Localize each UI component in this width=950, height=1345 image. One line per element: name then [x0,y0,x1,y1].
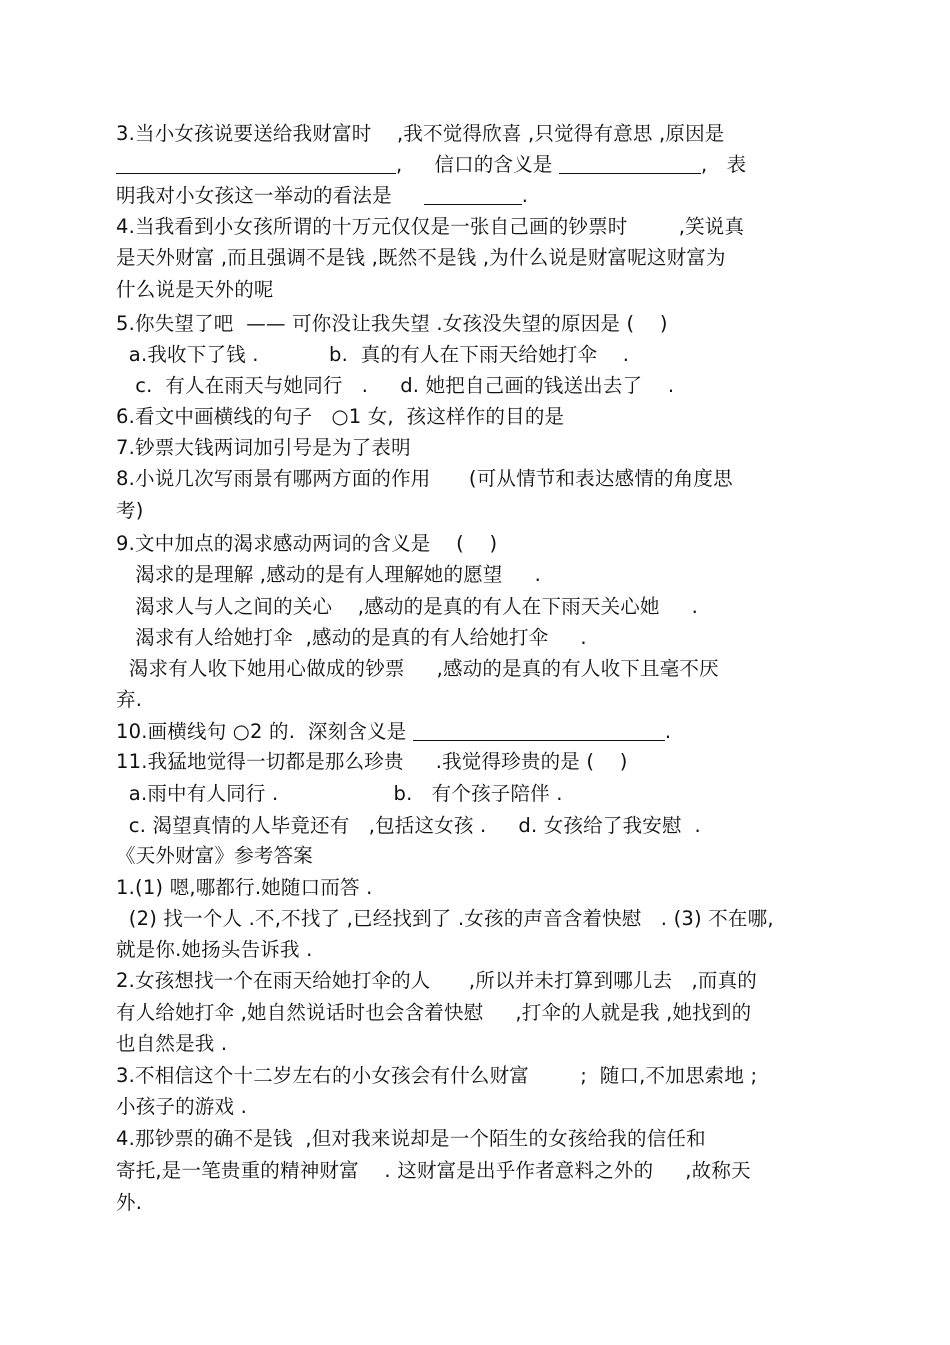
q3-line-2-text-b: , 表 [701,153,747,176]
q5-stem: 5.你失望了吧 —— 可你没让我失望 .女孩没失望的原因是 ( ) [116,312,668,335]
answer-blank[interactable] [116,153,396,174]
answer-4-line-2: 寄托,是一笔贵重的精神财富 . 这财富是出乎作者意料之外的 ,故称天 [116,1159,751,1182]
answer-blank[interactable] [413,720,665,741]
q10-text-b: . [664,720,672,743]
q9-option-3: 渴求有人给她打伞 ,感动的是真的有人给她打伞 . [116,626,587,649]
answer-4-line-1: 4.那钞票的确不是钱 ,但对我来说却是一个陌生的女孩给我的信任和 [116,1127,706,1150]
q8-line-2: 考) [116,499,144,522]
answer-1-line-3: 就是你.她扬头告诉我 . [116,938,313,961]
q8-line-1: 8.小说几次写雨景有哪两方面的作用 (可从情节和表达感情的角度思 [116,467,733,490]
q4-line-1: 4.当我看到小女孩所谓的十万元仅仅是一张自己画的钞票时 ,笑说真 [116,215,745,238]
q6-line: 6.看文中画横线的句子 ○1 女, 孩这样作的目的是 [116,405,565,428]
q9-option-4: 渴求有人收下她用心做成的钞票 ,感动的是真的有人收下且毫不厌 [116,657,719,680]
answer-2-line-3: 也自然是我 . [116,1032,228,1055]
q9-option-1: 渴求的是理解 ,感动的是有人理解她的愿望 . [116,563,541,586]
q4-line-3: 什么说是天外的呢 [116,278,274,301]
answer-2-line-1: 2.女孩想找一个在雨天给她打伞的人 ,所以并未打算到哪儿去 ,而真的 [116,969,757,992]
answer-1-line-1: 1.(1) 嗯,哪都行.她随口而答 . [116,876,373,899]
q3-line-3 [116,183,528,209]
q9-option-4-cont: 弃. [116,688,143,711]
q3-line-3-text-b: . [521,184,529,207]
q9-option-2: 渴求人与人之间的关心 ,感动的是真的有人在下雨天关心她 . [116,595,699,618]
answer-2-line-2: 有人给她打伞 ,她自然说话时也会含着快慰 ,打伞的人就是我 ,她找到的 [116,1001,752,1024]
answer-blank[interactable] [559,153,701,174]
q5-options-ab: a.我收下了钱 . b. 真的有人在下雨天给她打伞 . [116,343,630,366]
q4-line-2: 是天外财富 ,而且强调不是钱 ,既然不是钱 ,为什么说是财富呢这财富为 [116,246,726,269]
answer-key-title: 《天外财富》参考答案 [116,844,314,867]
q3-line-2 [116,152,746,178]
q11-options-ab: a.雨中有人同行 . b. 有个孩子陪伴 . [116,782,563,805]
answer-4-line-3: 外. [116,1191,143,1214]
answer-3-line-2: 小孩子的游戏 . [116,1095,247,1118]
q10-text-a: 10.画横线句 ○2 的. 深刻含义是 [116,720,413,743]
q11-stem: 11.我猛地觉得一切都是那么珍贵 .我觉得珍贵的是 ( ) [116,750,628,773]
q3-line-3-text-a: 明我对小女孩这一举动的看法是 [116,184,424,207]
q5-options-cd: c. 有人在雨天与她同行 . d. 她把自己画的钱送出去了 . [116,374,675,397]
answer-3-line-1: 3.不相信这个十二岁左右的小女孩会有什么财富 ; 随口,不加思索地 ; [116,1064,758,1087]
q11-options-cd: c. 渴望真情的人毕竟还有 ,包括这女孩 . d. 女孩给了我安慰 . [116,814,701,837]
q7-line: 7.钞票大钱两词加引号是为了表明 [116,436,411,459]
q3-line-1: 3.当小女孩说要送给我财富时 ,我不觉得欣喜 ,只觉得有意思 ,原因是 [116,122,725,145]
answer-1-line-2: (2) 找一个人 .不,不找了 ,已经找到了 .女孩的声音含着快慰 . (3) 不在哪, [116,907,774,930]
q3-line-2-text-a: , 信口的含义是 [396,153,559,176]
q9-stem: 9.文中加点的渴求感动两词的含义是 ( ) [116,532,498,555]
answer-blank[interactable] [424,184,522,205]
q10-line [116,719,671,745]
